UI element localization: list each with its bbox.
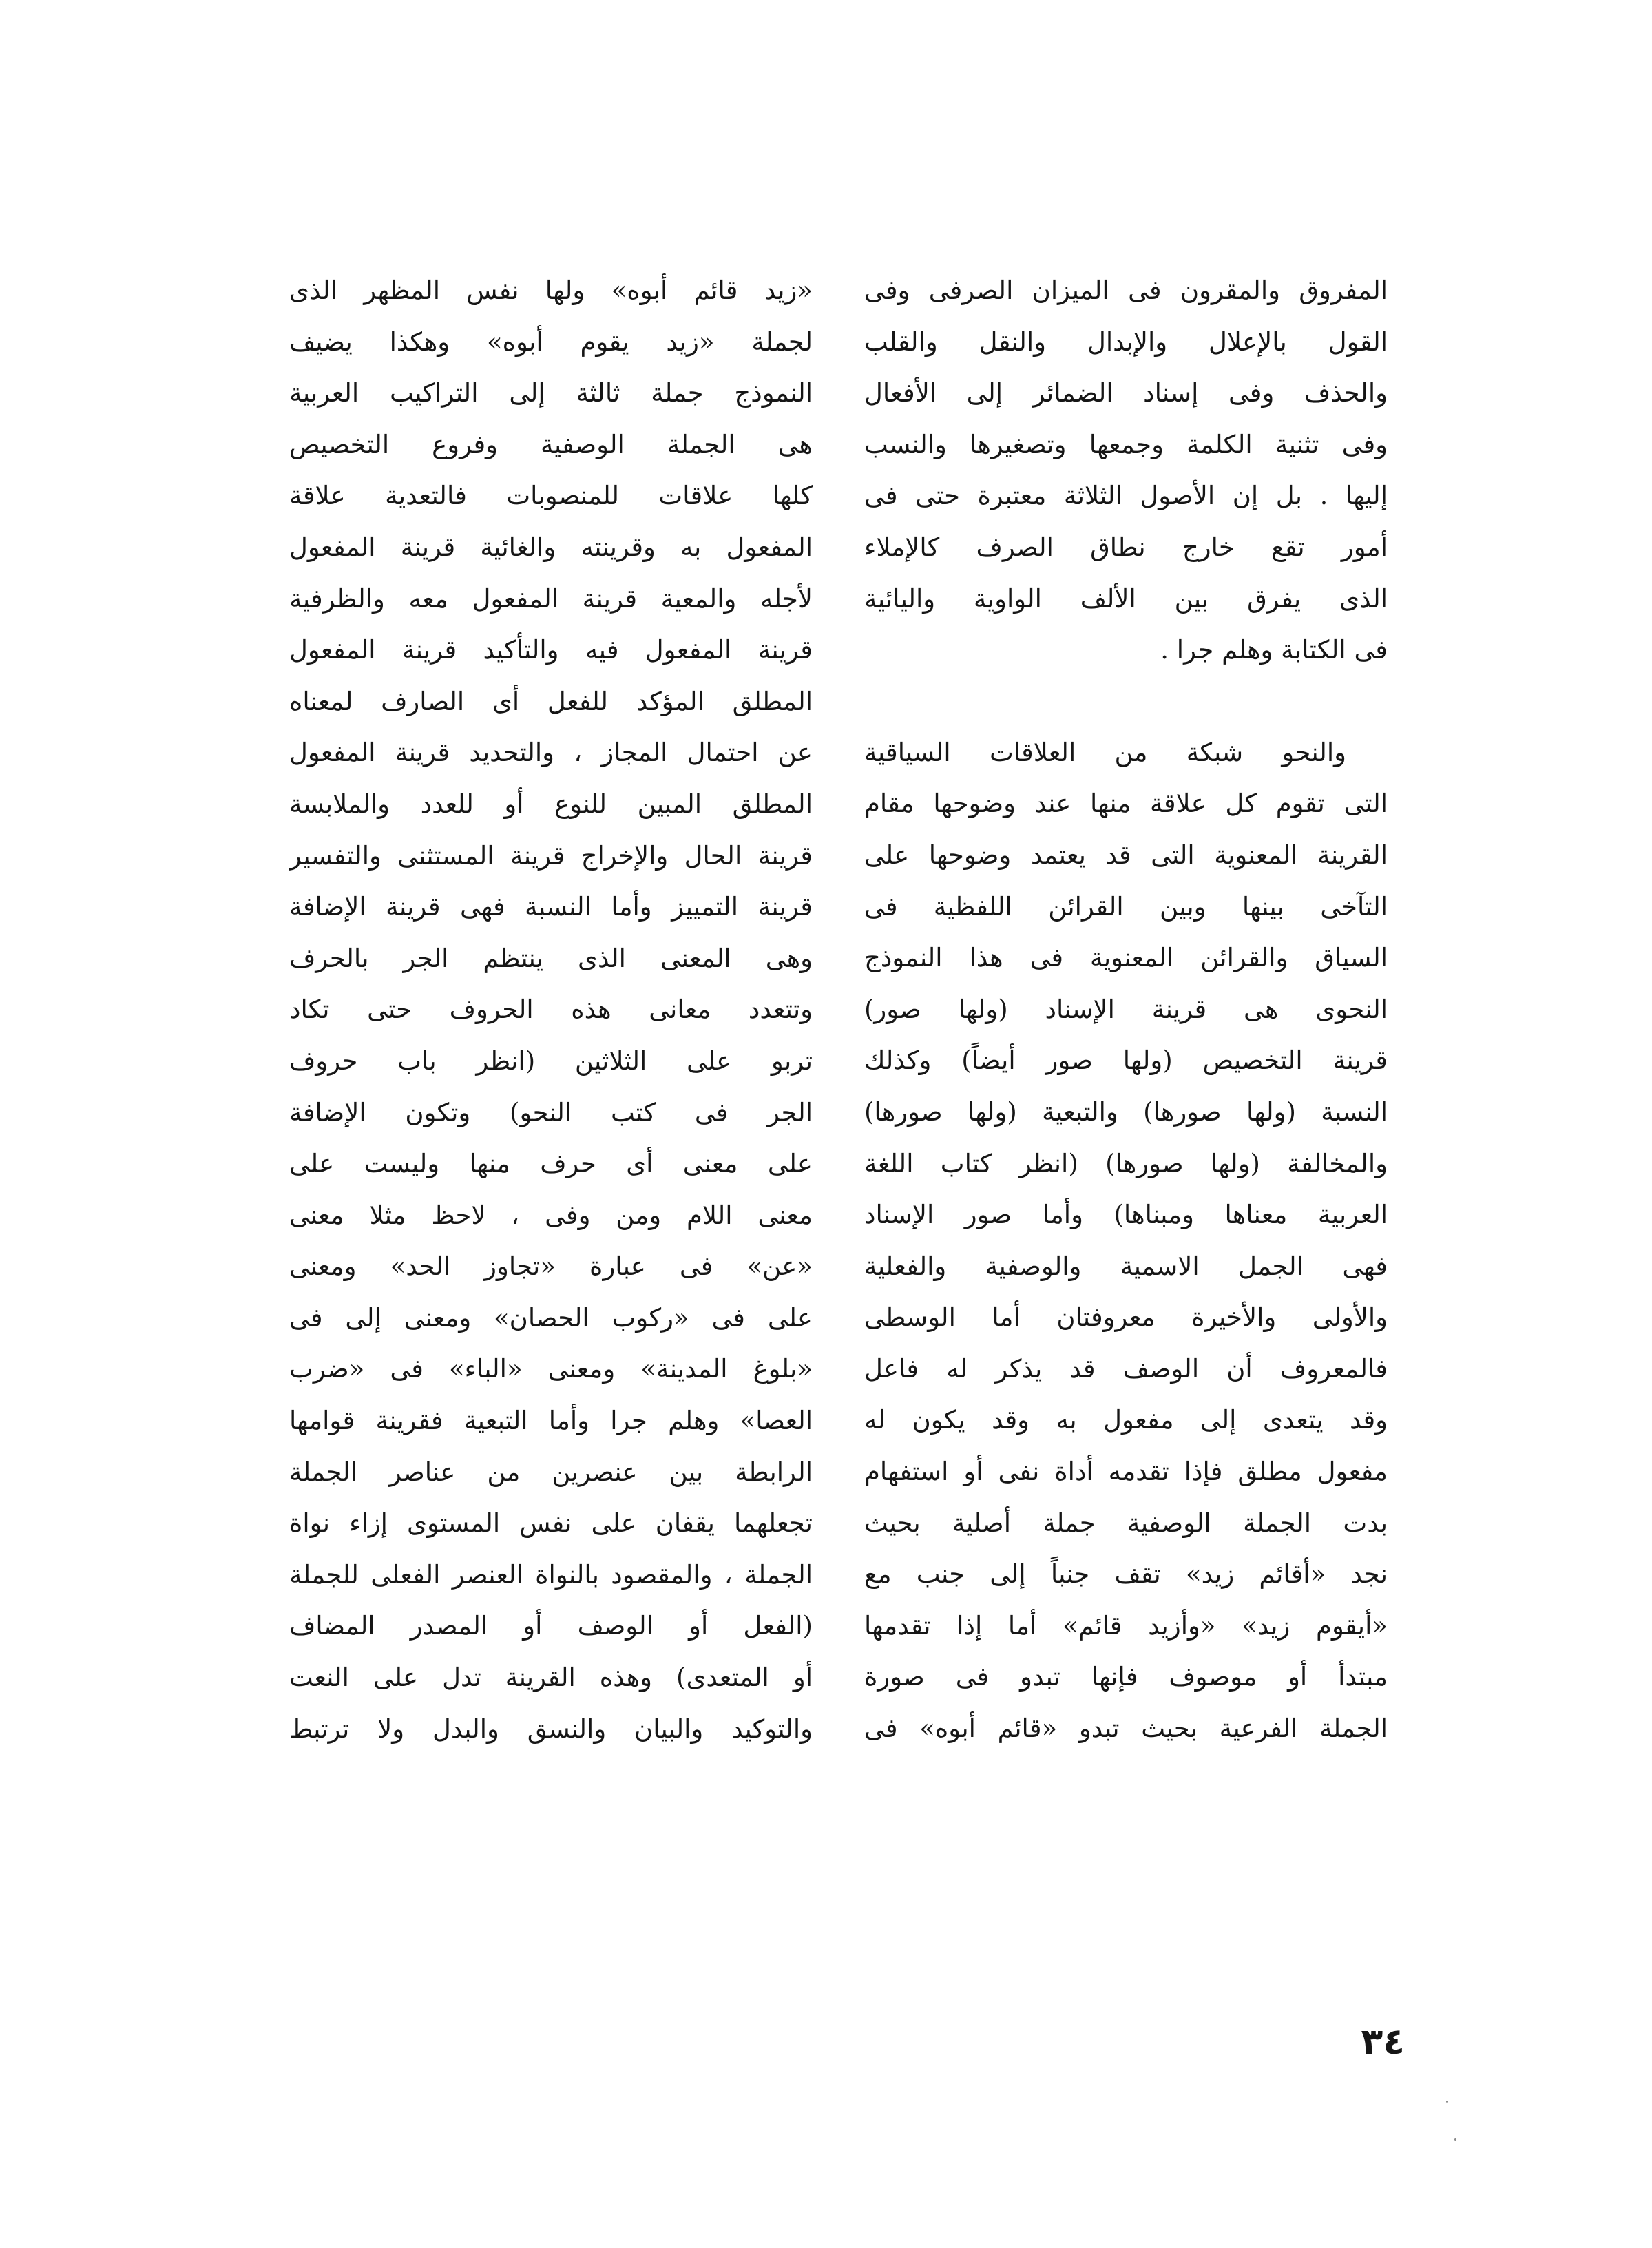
right-text-column xyxy=(864,265,1388,1755)
paragraph-2 xyxy=(864,727,1388,1755)
text-line: (الفعل أو الوصف أو المصدر المضاف xyxy=(289,1611,813,1641)
text-line: النموذج جملة ثالثة إلى التراكيب العربية xyxy=(289,378,813,408)
text-line: وقد يتعدى إلى مفعول به وقد يكون له xyxy=(864,1405,1388,1435)
text-line: وتتعدد معانى هذه الحروف حتى تكاد xyxy=(289,995,813,1025)
text-line: العربية معناها ومبناها) وأما صور الإسناد xyxy=(864,1200,1388,1230)
text-line: التى تقوم كل علاقة منها عند وضوحها مقام xyxy=(864,789,1388,819)
text-line: معنى اللام ومن وفى ، لاحظ مثلا معنى xyxy=(289,1200,813,1230)
text-line: وفى تثنية الكلمة وجمعها وتصغيرها والنسب xyxy=(864,429,1388,459)
text-line: والمخالفة (ولها صورها) (انظر كتاب اللغة xyxy=(864,1148,1388,1178)
text-line: التآخى بينها وبين القرائن اللفظية فى xyxy=(864,891,1388,922)
text-line: تجعلهما يقفان على نفس المستوى إزاء نواة xyxy=(289,1508,813,1539)
text-line: إليها . بل إن الأصول الثلاثة معتبرة حتى فى xyxy=(864,481,1388,511)
text-line: فى الكتابة وهلم جرا . xyxy=(1160,635,1388,665)
text-line: على معنى أى حرف منها وليست على xyxy=(289,1149,813,1179)
text-line: قرينة التخصيص (ولها صور أيضاً) وكذلك xyxy=(864,1045,1388,1076)
text-line: قرينة المفعول فيه والتأكيد قرينة المفعول xyxy=(289,635,813,665)
text-line: مفعول مطلق فإذا تقدمه أداة نفى أو استفهام xyxy=(864,1457,1388,1487)
text-line: القول بالإعلال والإبدال والنقل والقلب xyxy=(864,326,1388,357)
text-line: النسبة (ولها صورها) والتبعية (ولها صورها) xyxy=(864,1096,1388,1127)
text-line: الجملة ، والمقصود بالنواة العنصر الفعلى للجملة xyxy=(289,1559,813,1590)
paragraph-spacer xyxy=(864,676,1388,727)
text-line: هى الجملة الوصفية وفروع التخصيص xyxy=(289,429,813,459)
scan-speck xyxy=(1454,2138,1456,2141)
paragraph-1 xyxy=(864,265,1388,676)
text-line: مبتدأ أو موصوف فإنها تبدو فى صورة xyxy=(864,1662,1388,1692)
text-line: قرينة التمييز وأما النسبة فهى قرينة الإضافة xyxy=(289,892,813,922)
text-line: والحذف وفى إسناد الضمائر إلى الأفعال xyxy=(864,378,1388,408)
text-line: العصا» وهلم جرا وأما التبعية فقرينة قوامها xyxy=(289,1406,813,1436)
text-line: الرابطة بين عنصرين من عناصر الجملة xyxy=(289,1457,813,1487)
page-number: ٣٤ xyxy=(1361,2021,1405,2063)
text-line: «أيقوم زيد» «وأزيد قائم» أما إذا تقدمها xyxy=(864,1610,1388,1641)
text-line: المفروق والمقرون فى الميزان الصرفى وفى xyxy=(864,275,1388,305)
text-line: الذى يفرق بين الألف الواوية واليائية xyxy=(864,583,1388,614)
text-line: القرينة المعنوية التى قد يعتمد وضوحها على xyxy=(864,840,1388,870)
text-line: والتوكيد والبيان والنسق والبدل ولا ترتبط xyxy=(289,1714,813,1744)
text-line: لجملة «زيد يقوم أبوه» وهكذا يضيف xyxy=(289,326,813,357)
text-line: أمور تقع خارج نطاق الصرف كالإملاء xyxy=(864,532,1388,562)
scan-speck xyxy=(1446,2101,1448,2103)
text-line: لأجله والمعية قرينة المفعول معه والظرفية xyxy=(289,583,813,614)
text-line: على فى «ركوب الحصان» ومعنى إلى فى xyxy=(289,1302,813,1333)
text-line: المطلق المبين للنوع أو للعدد والملابسة xyxy=(289,789,813,819)
text-line: قرينة الحال والإخراج قرينة المستثنى والتفسير xyxy=(289,840,813,871)
text-line: السياق والقرائن المعنوية فى هذا النموذج xyxy=(864,943,1388,973)
text-line: والنحو شبكة من العلاقات السياقية xyxy=(864,737,1346,767)
text-line: نجد «أقائم زيد» تقف جنباً إلى جنب مع xyxy=(864,1559,1388,1590)
text-line: كلها علاقات للمنصوبات فالتعدية علاقة xyxy=(289,481,813,511)
text-line: أو المتعدى) وهذه القرينة تدل على النعت xyxy=(289,1663,813,1693)
text-line: «زيد قائم أبوه» ولها نفس المظهر الذى xyxy=(289,275,813,305)
text-line: تربو على الثلاثين (انظر باب حروف xyxy=(289,1045,813,1076)
text-line: فالمعروف أن الوصف قد يذكر له فاعل xyxy=(864,1353,1388,1384)
text-line: بدت الجملة الوصفية جملة أصلية بحيث xyxy=(864,1508,1388,1538)
text-line: المفعول به وقرينته والغائية قرينة المفعول xyxy=(289,532,813,562)
text-line: عن احتمال المجاز ، والتحديد قرينة المفعول xyxy=(289,738,813,768)
text-line: الجملة الفرعية بحيث تبدو «قائم أبوه» فى xyxy=(864,1714,1388,1744)
text-line: المطلق المؤكد للفعل أى الصارف لمعناه xyxy=(289,686,813,716)
text-line: «بلوغ المدينة» ومعنى «الباء» فى «ضرب xyxy=(289,1354,813,1384)
text-line: وهى المعنى الذى ينتظم الجر بالحرف xyxy=(289,943,813,973)
text-line: والأولى والأخيرة معروفتان أما الوسطى xyxy=(864,1302,1388,1333)
left-text-column xyxy=(289,265,813,1755)
text-line: النحوى هى قرينة الإسناد (ولها صور) xyxy=(864,994,1388,1024)
text-line: الجر فى كتب النحو) وتكون الإضافة xyxy=(289,1097,813,1127)
text-line: فهى الجمل الاسمية والوصفية والفعلية xyxy=(864,1251,1388,1281)
text-line: «عن» فى عبارة «تجاوز الحد» ومعنى xyxy=(289,1251,813,1282)
